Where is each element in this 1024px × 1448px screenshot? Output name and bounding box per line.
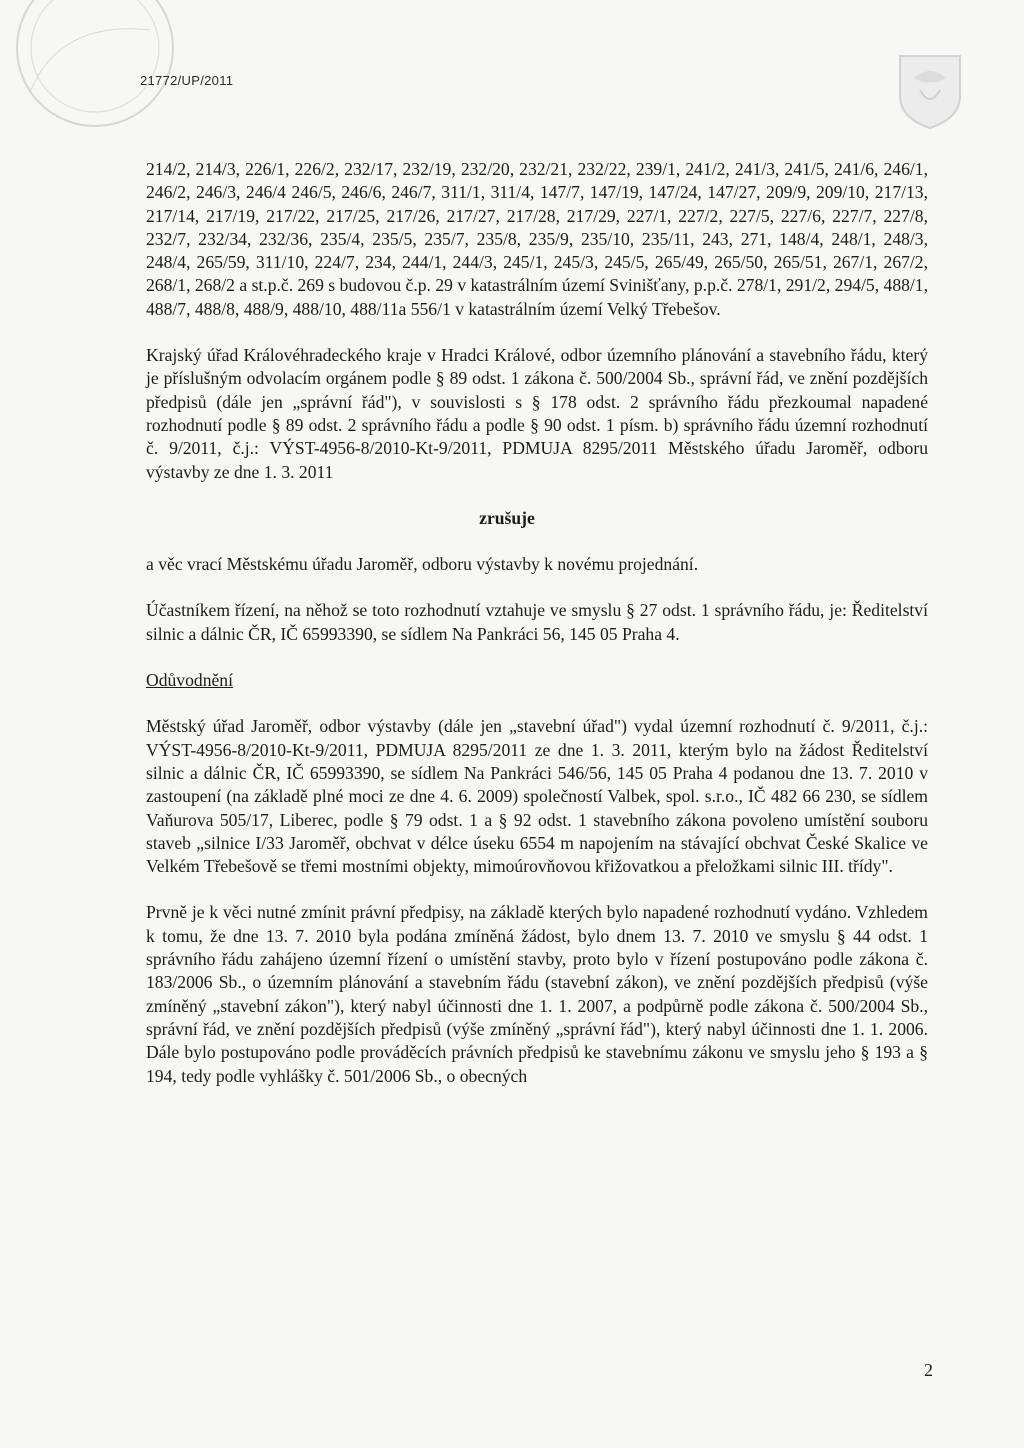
verdict-heading: zrušuje <box>479 507 535 528</box>
coat-of-arms-icon <box>896 52 964 130</box>
parcel-list-paragraph: 214/2, 214/3, 226/1, 226/2, 232/17, 232/19, 232/20, 232/21, 232/22, 239/1, 241/2, 241/3, 241/5, 241/6, 246/1, 246/2, 246/3, 246/4 246/5, 246/6, 246/7, 311/1, 311/4, 147/7, 147/19, 147/24, 147/27, 209/9, 209/10, 217/13, 217/14, 217/19, 217/22, 217/25, 217/26, 217/27, 217/28, 217/29, 227/1, 227/2, 227/5, 227/6, 227/7, 227/8, 232/7, 232/34, 232/36, 235/4, 235/5, 235/7, 235/8, 235/9, 235/10, 235/11, 243, 271, 148/4, 248/1, 248/3, 248/4, 265/59, 311/10, 224/7, 234, 244/1, 244/3, 245/1, 245/3, 245/5, 265/49, 265/50, 265/51, 267/1, 267/2, 268/1, 268/2 a st.p.č. 269 s budovou č.p. 29 v katastrálním území Svinišťany, p.p.č. 278/1, 291/2, 294/5, 488/1, 488/7, 488/8, 488/9, 488/10, 488/11a 556/1 v katastrálním území Velký Třebešov. <box>146 159 928 319</box>
reference-number: 21772/UP/2011 <box>140 73 234 88</box>
reasoning-paragraph-2: Prvně je k věci nutné zmínit právní předpisy, na základě kterých bylo napadené rozhodnutí vydáno. Vzhledem k tomu, že dne 13. 7. 2010 byla podána zmíněná žádost, bylo dnem 13. 7. 2010 ve smyslu § 44 odst. 1 správního řádu zahájeno územní řízení o umístění stavby, proto bylo v řízení postupováno podle zákona č. 183/2006 Sb., o územním plánování a stavebním řádu (stavební zákon), ve znění pozdějších předpisů (výše zmíněný „stavební zákon"), který nabyl účinnosti dne 1. 1. 2007, a podpůrně podle zákona č. 500/2004 Sb., správní řád, ve znění pozdějších předpisů (výše zmíněný „správní řád"), který nabyl účinnosti dne 1. 1. 2006. Dále bylo postupováno podle prováděcích právních předpisů ke stavebnímu zákonu ve smyslu jeho § 193 a § 194, tedy podle vyhlášky č. 501/2006 Sb., o obecných <box>146 902 928 1086</box>
registry-stamp <box>0 0 200 130</box>
reasoning-paragraph-1: Městský úřad Jaroměř, odbor výstavby (dále jen „stavební úřad") vydal územní rozhodnutí č. 9/2011, č.j.: VÝST-4956-8/2010-Kt-9/2011, PDMUJA 8295/2011 ze dne 1. 3. 2011, kterým bylo na žádost Ředitelství silnic a dálnic ČR, IČ 65993390, se sídlem Na Pankráci 546/56, 145 05 Praha 4 podanou dne 13. 7. 2010 v zastoupení (na základě plné moci ze dne 4. 6. 2009) společností Valbek, spol. s.r.o., IČ 482 66 230, se sídlem Vaňurova 505/17, Liberec, podle § 79 odst. 1 a § 92 odst. 1 stavebního zákona povoleno umístění souboru staveb „silnice I/33 Jaroměř, obchvat v délce úseku 6554 m napojením na stávající obchvat České Skalice ve Velkém Třebešově se třemi mostními objekty, mimoúrovňovou křižovatkou a přeložkami silnic III. třídy". <box>146 716 928 877</box>
page-number: 2 <box>924 1360 933 1380</box>
participant-paragraph: Účastníkem řízení, na něhož se toto rozhodnutí vztahuje ve smyslu § 27 odst. 1 správního řádu, je: Ředitelství silnic a dálnic ČR, IČ 65993390, se sídlem Na Pankráci 56, 145 05 Praha 4. <box>146 600 928 644</box>
document-body <box>146 158 928 1111</box>
return-paragraph: a věc vrací Městskému úřadu Jaroměř, odboru výstavby k novému projednání. <box>146 554 699 575</box>
reasoning-heading: Odůvodnění <box>146 670 233 691</box>
authority-paragraph: Krajský úřad Královéhradeckého kraje v Hradci Králové, odbor územního plánování a stavebního řádu, který je příslušným odvolacím orgánem podle § 89 odst. 1 zákona č. 500/2004 Sb., správní řád, ve znění pozdějších předpisů (dále jen „správní řád"), v souvislosti s § 178 odst. 2 správního řádu přezkoumal napadené rozhodnutí podle § 89 odst. 2 správního řádu a podle § 90 odst. 1 písm. b) správního řádu územní rozhodnutí č. 9/2011, č.j.: VÝST-4956-8/2010-Kt-9/2011, PDMUJA 8295/2011 Městského úřadu Jaroměř, odboru výstavby ze dne 1. 3. 2011 <box>146 345 928 482</box>
